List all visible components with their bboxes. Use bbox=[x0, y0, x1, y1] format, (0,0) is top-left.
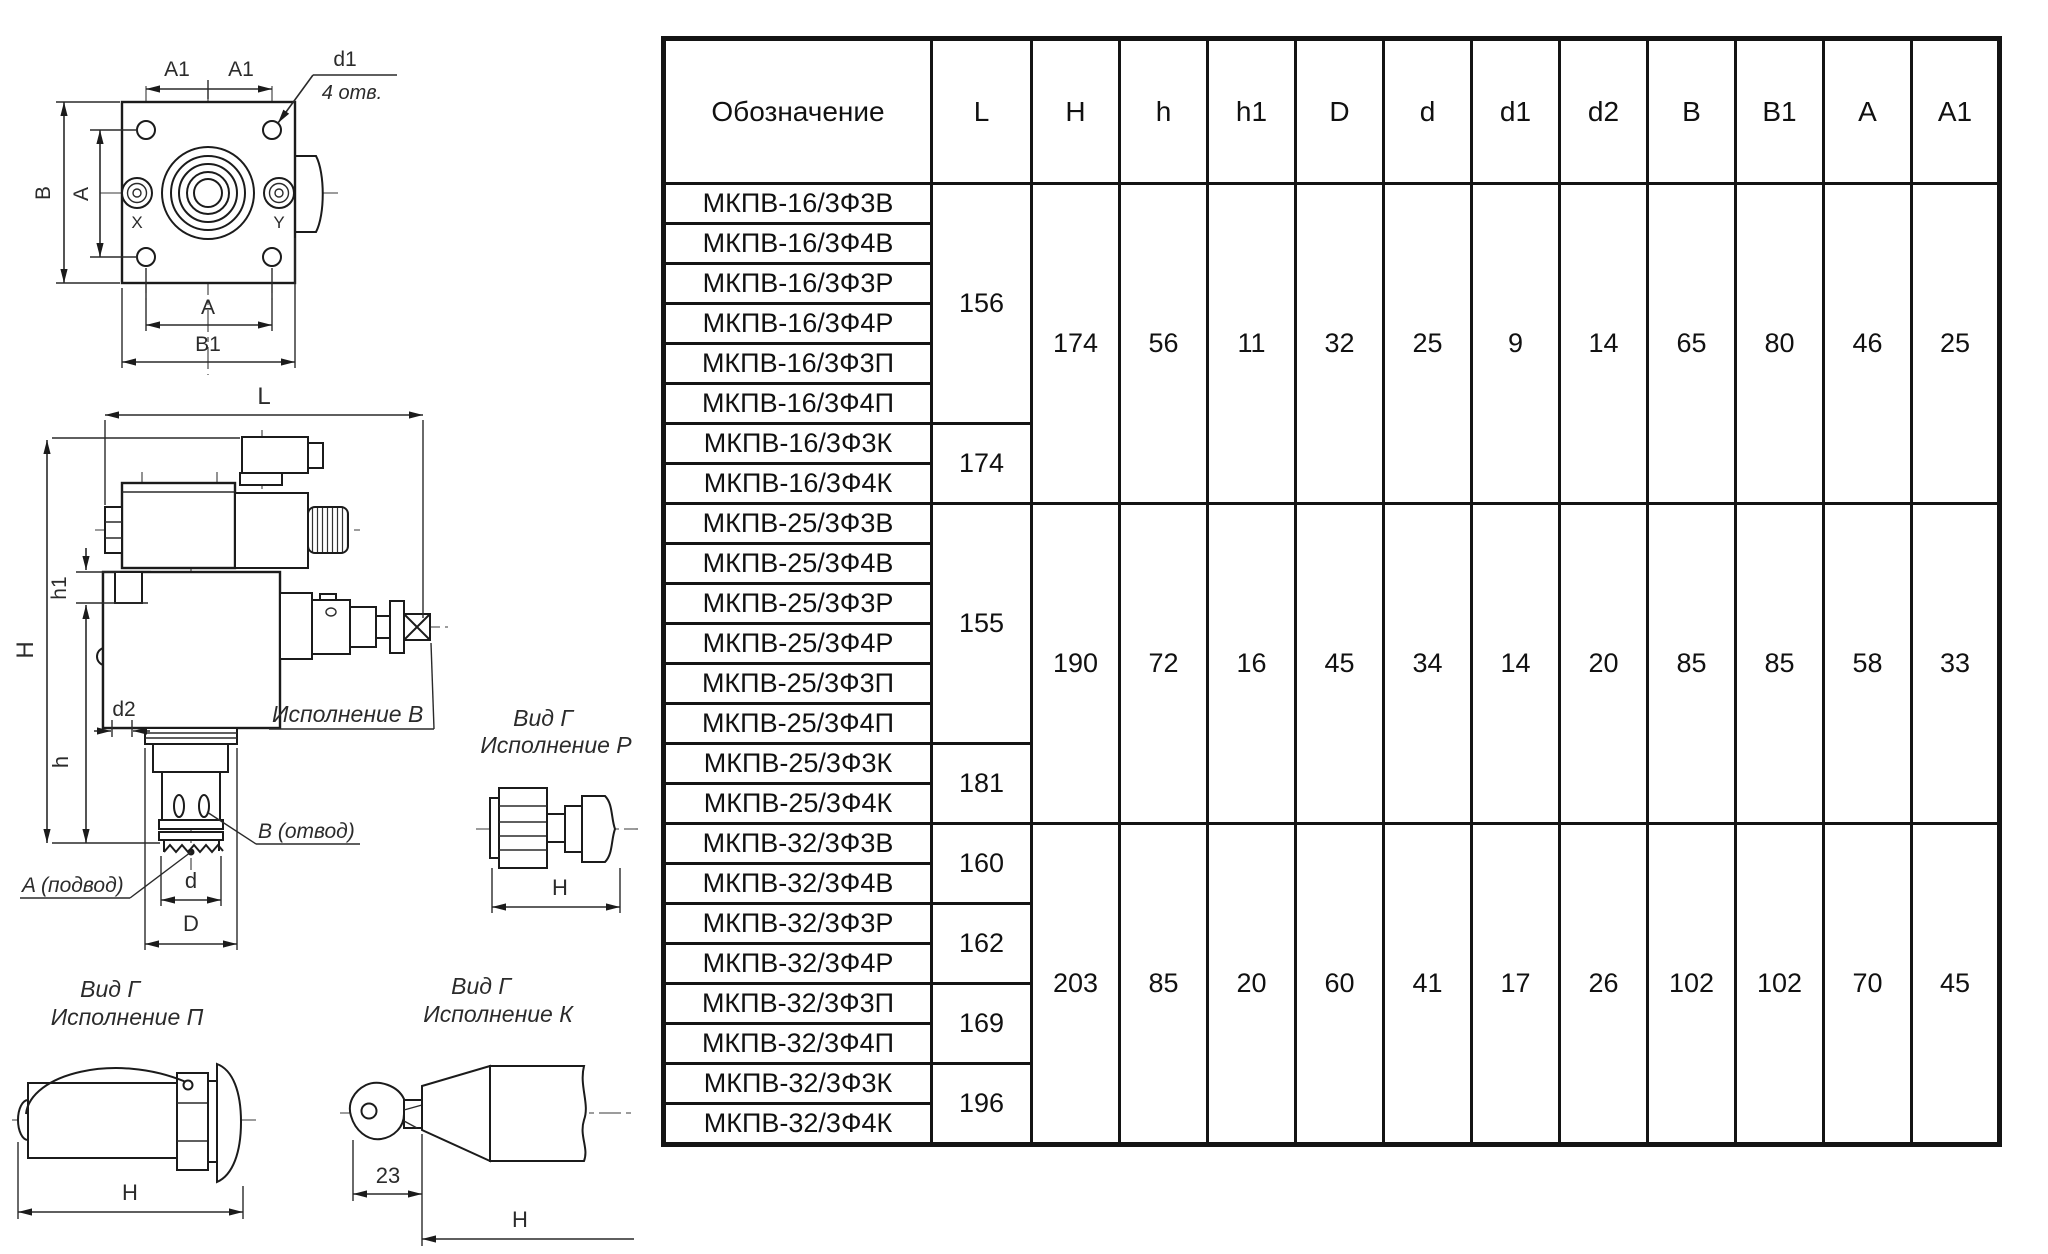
dim-value-cell: 85 bbox=[1736, 504, 1824, 824]
dim-value-cell: 58 bbox=[1824, 504, 1912, 824]
view-k-subtitle: Исполнение К bbox=[423, 1001, 573, 1027]
designation-cell: МКПВ-16/3Ф3К bbox=[664, 424, 932, 464]
designation-cell: МКПВ-32/3Ф4П bbox=[664, 1024, 932, 1064]
col-header-6: d bbox=[1384, 39, 1472, 184]
col-header-11: A bbox=[1824, 39, 1912, 184]
dim-value-cell: 20 bbox=[1560, 504, 1648, 824]
designation-cell: МКПВ-32/3Ф3П bbox=[664, 984, 932, 1024]
dim-value-cell: 56 bbox=[1120, 184, 1208, 504]
port-y-label: Y bbox=[273, 213, 285, 232]
l-value-cell: 160 bbox=[932, 824, 1032, 904]
col-header-8: d2 bbox=[1560, 39, 1648, 184]
technical-drawings bbox=[0, 0, 663, 1254]
port-b-label: B (отвод) bbox=[258, 820, 355, 843]
dim-value-cell: 14 bbox=[1560, 184, 1648, 504]
view-r-title: Вид Г bbox=[513, 705, 573, 731]
holes-count-label: 4 отв. bbox=[321, 82, 383, 104]
dim-d-big-label: D bbox=[183, 911, 199, 936]
designation-cell: МКПВ-25/3Ф4К bbox=[664, 784, 932, 824]
table-row bbox=[664, 504, 2000, 544]
view-p-title: Вид Г bbox=[80, 976, 140, 1002]
designation-cell: МКПВ-32/3Ф3К bbox=[664, 1064, 932, 1104]
dim-value-cell: 85 bbox=[1648, 504, 1736, 824]
dim-value-cell: 102 bbox=[1736, 824, 1824, 1145]
table-header-row bbox=[664, 39, 2000, 184]
designation-cell: МКПВ-16/3Ф3Р bbox=[664, 264, 932, 304]
l-value-cell: 162 bbox=[932, 904, 1032, 984]
view-k-title: Вид Г bbox=[451, 973, 511, 999]
view-p-h-label: H bbox=[122, 1180, 138, 1205]
dim-value-cell: 70 bbox=[1824, 824, 1912, 1145]
designation-cell: МКПВ-32/3Ф3В bbox=[664, 824, 932, 864]
dim-value-cell: 33 bbox=[1912, 504, 2000, 824]
dim-value-cell: 16 bbox=[1208, 504, 1296, 824]
designation-cell: МКПВ-25/3Ф4Р bbox=[664, 624, 932, 664]
designation-cell: МКПВ-32/3Ф4В bbox=[664, 864, 932, 904]
l-value-cell: 169 bbox=[932, 984, 1032, 1064]
dim-value-cell: 190 bbox=[1032, 504, 1120, 824]
dimensions-table bbox=[661, 36, 2002, 1147]
flange-top-view bbox=[32, 48, 397, 375]
l-value-cell: 181 bbox=[932, 744, 1032, 824]
table-row bbox=[664, 824, 2000, 864]
l-value-cell: 155 bbox=[932, 504, 1032, 744]
dim-value-cell: 34 bbox=[1384, 504, 1472, 824]
designation-cell: МКПВ-25/3Ф3Р bbox=[664, 584, 932, 624]
designation-cell: МКПВ-16/3Ф3П bbox=[664, 344, 932, 384]
designation-cell: МКПВ-32/3Ф3Р bbox=[664, 904, 932, 944]
table-row bbox=[664, 184, 2000, 224]
dim-a-side-label: A bbox=[70, 186, 93, 202]
designation-cell: МКПВ-25/3Ф3К bbox=[664, 744, 932, 784]
dim-value-cell: 14 bbox=[1472, 504, 1560, 824]
dim-value-cell: 80 bbox=[1736, 184, 1824, 504]
col-header-2: H bbox=[1032, 39, 1120, 184]
designation-cell: МКПВ-16/3Ф4П bbox=[664, 384, 932, 424]
designation-cell: МКПВ-32/3Ф4К bbox=[664, 1104, 932, 1145]
col-header-3: h bbox=[1120, 39, 1208, 184]
dim-a-bottom-label: A bbox=[200, 296, 216, 319]
l-value-cell: 174 bbox=[932, 424, 1032, 504]
col-header-4: h1 bbox=[1208, 39, 1296, 184]
version-b-label: Исполнение В bbox=[272, 701, 424, 727]
designation-cell: МКПВ-25/3Ф4П bbox=[664, 704, 932, 744]
dim-value-cell: 20 bbox=[1208, 824, 1296, 1145]
dim-l-label: L bbox=[257, 383, 271, 410]
dim-b1-label: B1 bbox=[195, 333, 221, 356]
dim-value-cell: 32 bbox=[1296, 184, 1384, 504]
col-header-1: L bbox=[932, 39, 1032, 184]
designation-cell: МКПВ-16/3Ф3В bbox=[664, 184, 932, 224]
dim-value-cell: 65 bbox=[1648, 184, 1736, 504]
dim-value-cell: 174 bbox=[1032, 184, 1120, 504]
l-value-cell: 196 bbox=[932, 1064, 1032, 1145]
dim-value-cell: 72 bbox=[1120, 504, 1208, 824]
designation-cell: МКПВ-16/3Ф4К bbox=[664, 464, 932, 504]
dim-value-cell: 60 bbox=[1296, 824, 1384, 1145]
dim-value-cell: 25 bbox=[1912, 184, 2000, 504]
dim-value-cell: 17 bbox=[1472, 824, 1560, 1145]
dim-value-cell: 45 bbox=[1296, 504, 1384, 824]
designation-cell: МКПВ-32/3Ф4Р bbox=[664, 944, 932, 984]
designation-cell: МКПВ-25/3Ф3В bbox=[664, 504, 932, 544]
dim-value-cell: 26 bbox=[1560, 824, 1648, 1145]
dim-d1-label: d1 bbox=[333, 48, 357, 71]
dim-value-cell: 85 bbox=[1120, 824, 1208, 1145]
dim-value-cell: 203 bbox=[1032, 824, 1120, 1145]
designation-cell: МКПВ-25/3Ф4В bbox=[664, 544, 932, 584]
dim-value-cell: 11 bbox=[1208, 184, 1296, 504]
view-r-subtitle: Исполнение Р bbox=[480, 732, 632, 758]
dim-d2-label: d2 bbox=[112, 698, 136, 721]
view-g-version-k bbox=[340, 973, 635, 1246]
col-header-7: d1 bbox=[1472, 39, 1560, 184]
view-g-version-p bbox=[12, 976, 258, 1219]
view-k-h-label: H bbox=[512, 1207, 528, 1232]
port-a-label: A (подвод) bbox=[22, 874, 124, 897]
dim-value-cell: 45 bbox=[1912, 824, 2000, 1145]
col-header-10: B1 bbox=[1736, 39, 1824, 184]
designation-cell: МКПВ-16/3Ф4Р bbox=[664, 304, 932, 344]
view-g-version-r bbox=[476, 705, 638, 913]
col-header-5: D bbox=[1296, 39, 1384, 184]
dim-a1-left: A1 bbox=[164, 58, 190, 81]
dimensions-table-wrap bbox=[661, 36, 2002, 1147]
dim-h1-label: h1 bbox=[48, 576, 71, 600]
view-k-23-label: 23 bbox=[375, 1163, 401, 1188]
dim-value-cell: 25 bbox=[1384, 184, 1472, 504]
view-p-subtitle: Исполнение П bbox=[50, 1004, 204, 1030]
col-header-9: B bbox=[1648, 39, 1736, 184]
dim-b-label: B bbox=[32, 185, 55, 201]
dim-value-cell: 9 bbox=[1472, 184, 1560, 504]
designation-cell: МКПВ-16/3Ф4В bbox=[664, 224, 932, 264]
dim-value-cell: 102 bbox=[1648, 824, 1736, 1145]
col-header-0: Обозначение bbox=[664, 39, 932, 184]
dim-a1-right: A1 bbox=[228, 58, 254, 81]
dim-value-cell: 46 bbox=[1824, 184, 1912, 504]
view-r-h-label: H bbox=[552, 875, 568, 900]
designation-cell: МКПВ-25/3Ф3П bbox=[664, 664, 932, 704]
valve-side-view bbox=[12, 383, 448, 950]
col-header-12: A1 bbox=[1912, 39, 2000, 184]
l-value-cell: 156 bbox=[932, 184, 1032, 424]
dim-h-total-label: H bbox=[12, 641, 39, 659]
dim-value-cell: 41 bbox=[1384, 824, 1472, 1145]
dim-h-label: h bbox=[48, 755, 73, 769]
port-x-label: X bbox=[131, 213, 143, 232]
dim-d-label: d bbox=[184, 868, 198, 893]
